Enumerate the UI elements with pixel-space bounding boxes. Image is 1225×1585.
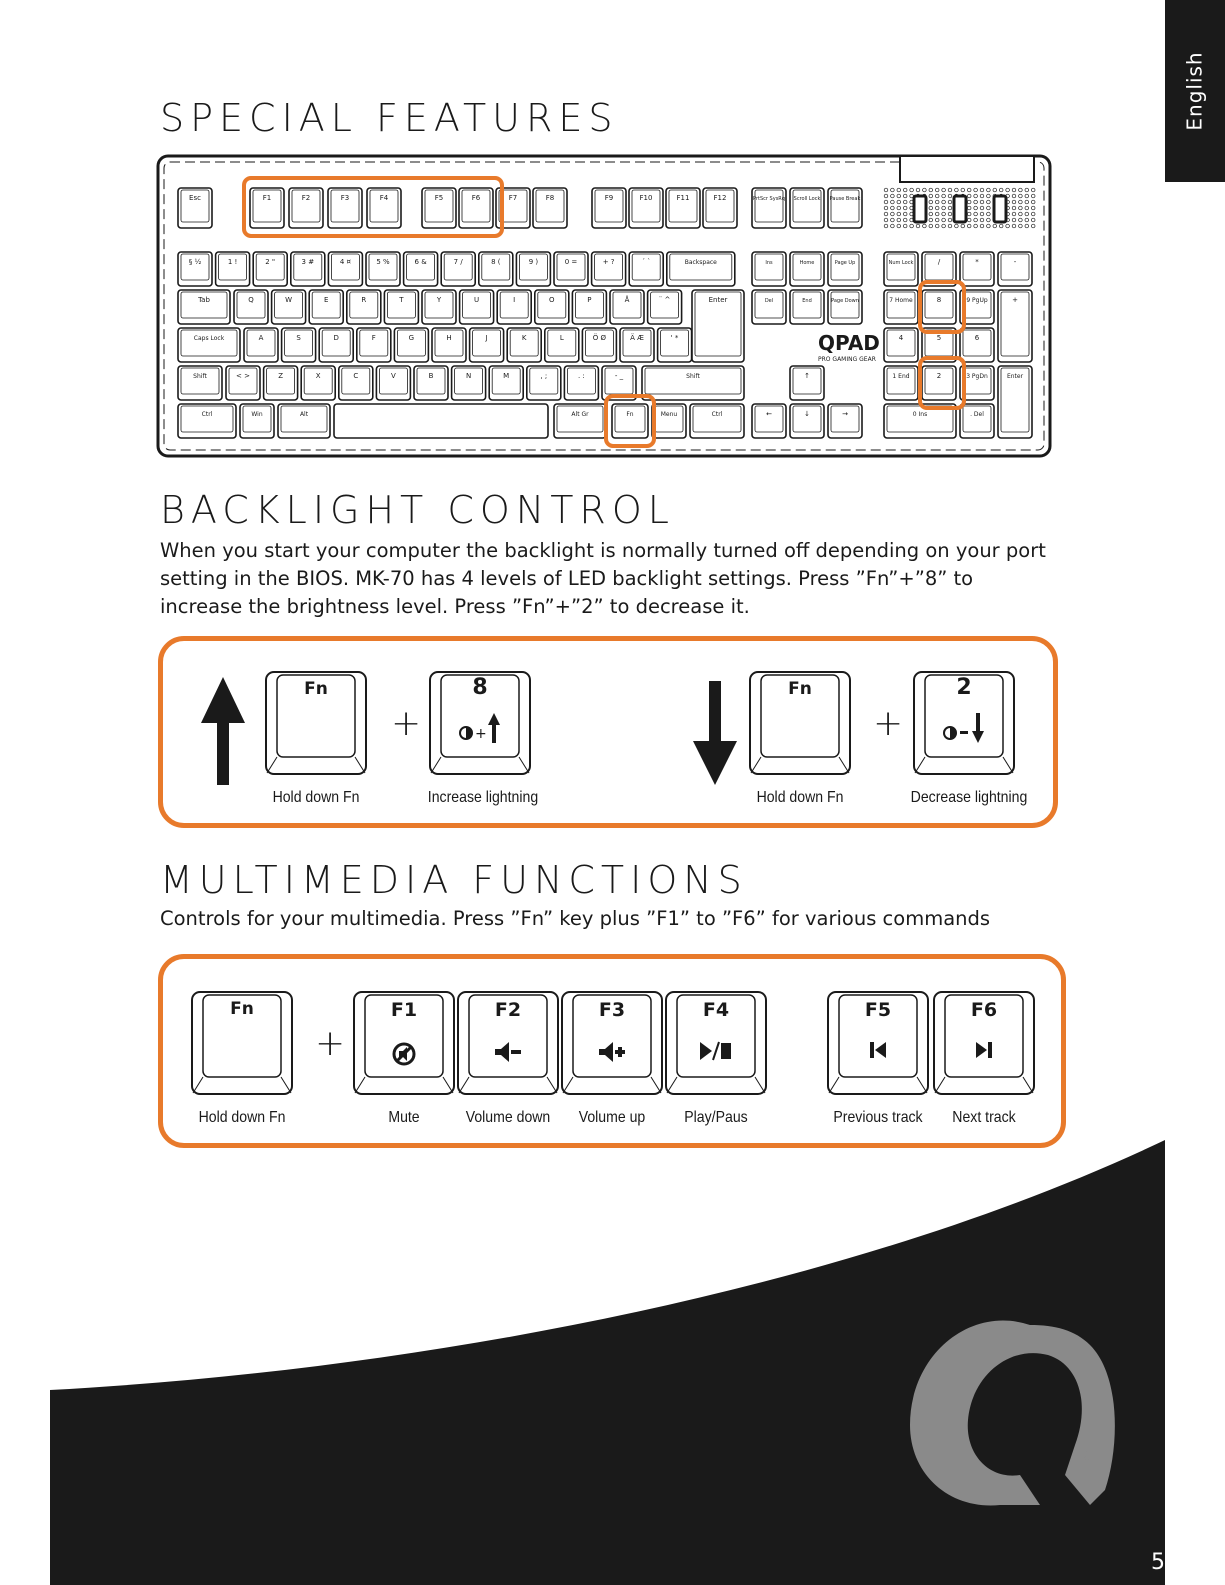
key-nav-top-1 [790,252,824,286]
hold-fn-caption-2: Hold down Fn [756,789,844,806]
key-h-11 [620,328,654,362]
key-q-6-label: Y [436,296,442,304]
key-f2-label: F2 [494,999,522,1021]
key-num-0 [178,252,212,286]
language-tab [1165,0,1225,182]
key-np-4-label: 4 [898,334,904,342]
key-f3 [561,991,663,1095]
key-h-5 [394,328,428,362]
key-arrow-0 [752,404,786,438]
key-num-8 [479,252,513,286]
key-sys-0 [752,188,786,228]
key-ctrl-r-label: Ctrl [711,411,723,418]
key-np-8 [922,290,956,324]
key-f11-label: F11 [676,194,690,202]
led-indicator-0 [914,196,926,222]
key-esc [178,188,212,228]
key-num-8-label: 8 ( [491,258,501,266]
backlight-description: When you start your computer the backlight is normally turned off depending on your port setting in the BIOS. MK-70 has 4 levels of LED backlight settings. Press ”Fn”+”8” to increase the brightness level. Press ”Fn”+”2” to decrease it. [160,539,1046,618]
fn-key-multimedia [191,991,293,1095]
key-h-8 [507,328,541,362]
key-np-7 [884,290,918,324]
key-arrow-1 [790,404,824,438]
key-np-dec [960,404,994,438]
key-s-8 [489,366,523,400]
key-s-7-label: N [465,372,472,380]
key-sys-0-label: PrtScr SysRq [753,196,785,202]
caption-f5: Previous track [833,1109,923,1126]
key-8 [429,671,531,775]
key-np-6 [960,328,994,362]
key-h-1 [244,328,278,362]
keyboard-illustration [156,154,1052,458]
keyboard-brand [818,331,880,363]
key-s-5 [376,366,410,400]
key-2 [913,671,1015,775]
key-np-2-label: 2 [936,372,942,380]
key-s-11-label: - _ [614,372,624,380]
key-f1-label: F1 [262,194,272,202]
key-num-10 [554,252,588,286]
key-f1 [353,991,455,1095]
key-h-12-label: ' * [670,334,679,342]
key-arrow-2 [828,404,862,438]
key-h-6 [432,328,466,362]
key-h-9-label: L [559,334,564,342]
caption-f4: Play/Paus [684,1109,748,1126]
key-f5 [827,991,929,1095]
key-nav-mid-0-label: Del [764,298,774,304]
key-shift-r-label: Shift [686,373,700,380]
key-f12-label: F12 [713,194,727,202]
key-h-12 [658,328,692,362]
key-num-4-label: 4 ¤ [339,258,351,266]
page-number: 5 [1151,1550,1165,1575]
key-h-2-label: S [296,334,301,342]
plus-sign-3: + [315,1023,346,1064]
backlight-panel [158,636,1058,828]
key-q-8-label: I [513,296,516,304]
key-q-8 [497,290,531,324]
key-nav-mid-1-label: End [802,298,812,304]
key-win [240,404,274,438]
key-np-5-label: 5 [936,334,942,342]
key-np-4 [884,328,918,362]
key-np-enter [998,366,1032,438]
key-h-2 [282,328,316,362]
key-h-6-label: H [446,334,452,342]
plus-sign-1: + [391,703,422,744]
key-h-10 [582,328,616,362]
key-q-10-label: P [587,296,592,304]
key-q-5 [384,290,418,324]
key-np-3-label: 3 PgDn [966,373,988,380]
key-nav-mid-2-label: Page Down [831,298,859,304]
key-sys-2-label: Pause Break [829,196,861,202]
key-num-11 [592,252,626,286]
key-sys-1 [790,188,824,228]
previous-track-icon [827,1041,929,1059]
key-menu [652,404,686,438]
key-menu-label: Menu [660,411,678,418]
key-f5-label: F5 [434,194,444,202]
key-np-1 [884,366,918,400]
key-arrow-2-label: → [842,410,848,418]
key-np-9-label: 9 PgUp [966,297,988,304]
key-h-5-label: G [408,334,415,342]
key-q-2-label: W [285,296,293,304]
key-q-2 [272,290,306,324]
key-esc-label: Esc [189,194,201,202]
key-np-div-label: / [937,258,941,266]
key-num-0-label: § ½ [188,258,202,266]
key-nav-top-1-label: Home [799,260,815,266]
keyboard-drawing [156,154,1052,458]
key-ctrl-l [178,404,236,438]
key-f4-label: F4 [702,999,730,1021]
key-np-sub-label: - [1013,258,1017,266]
key-s-7 [452,366,486,400]
key-q-9 [535,290,569,324]
key-sys-2 [828,188,862,228]
key-s-8-label: M [503,372,510,380]
key-np-mul-label: * [975,258,979,266]
key-s-4 [339,366,373,400]
key-s-4-label: C [353,372,359,380]
key-h-4 [357,328,391,362]
key-num-2 [253,252,287,286]
key-ctrl-l-label: Ctrl [201,411,213,418]
key-caps [178,328,240,362]
key-q-7 [460,290,494,324]
key-s-10 [564,366,598,400]
key-f6 [933,991,1035,1095]
key-num-2-label: 2 " [265,258,276,266]
key-q-3 [309,290,343,324]
key-num-6-label: 6 & [414,258,427,266]
key-f4-label: F4 [379,194,389,202]
caption-f2: Volume down [465,1109,551,1126]
key-space [334,404,548,438]
key-np-7-label: 7 Home [889,297,913,304]
key-np-mul [960,252,994,286]
multimedia-description: Controls for your multimedia. Press ”Fn” key plus ”F1” to ”F6” for various commands [160,907,991,930]
backlight-title: BACKLIGHT CONTROL [160,488,675,532]
key-nav-top-2-label: Page Up [834,260,856,266]
key-nav-mid-2 [828,290,862,324]
led-indicator-1 [954,196,966,222]
key-f10 [629,188,663,228]
key-altgr [554,404,606,438]
key-h-7 [470,328,504,362]
key-f1-label: F1 [390,999,418,1021]
key-q-11 [610,290,644,324]
key-ctrl-r [690,404,744,438]
volume-up-icon [561,1041,663,1063]
caption-f6: Next track [952,1109,1016,1126]
key-f9-label: F9 [604,194,614,202]
key-nav-top-2 [828,252,862,286]
key-s-1 [226,366,260,400]
multimedia-title: MULTIMEDIA FUNCTIONS [160,858,748,902]
key-s-9 [527,366,561,400]
key-shift-l [178,366,222,400]
key-s-3 [301,366,335,400]
brightness-up-icon [429,711,531,745]
key-f2-label: F2 [301,194,311,202]
volume-down-icon [457,1041,559,1063]
key-q-12 [648,290,682,324]
key-s-6-label: B [428,372,434,380]
key-num-11-label: + ? [602,258,615,266]
increase-caption: Increase lightning [427,789,539,806]
key-backspace-label: Backspace [684,259,717,266]
key-f3-label: F3 [340,194,350,202]
key-f6-label: F6 [970,999,998,1021]
key-q-12-label: ¨ ^ [658,296,671,304]
key-num-3-label: 3 # [301,258,315,266]
key-s-1-label: < > [236,372,250,380]
key-np-enter-label: Enter [1006,373,1024,380]
led-indicator-2 [994,196,1006,222]
key-f6 [459,188,493,228]
key-np-dec-label: . Del [970,411,984,418]
multimedia-panel [158,954,1066,1148]
key-h-8-label: K [521,334,527,342]
brand-sub-text: PRO GAMING GEAR [818,356,876,363]
key-caps-label: Caps Lock [193,335,225,342]
key-arrow-0-label: ← [766,410,772,418]
key-f7-label: F7 [508,194,518,202]
key-num-6 [404,252,438,286]
key-tab-label: Tab [198,296,210,304]
key-h-10-label: Ö Ø [592,334,607,342]
arrow-up-icon [201,677,245,785]
key-num-5-label: 5 % [376,258,390,266]
fn-key-decrease [749,671,851,775]
key-num-1-label: 1 ! [227,258,238,266]
key-np-sub [998,252,1032,286]
key-s-2-label: Z [278,372,283,380]
key-np-0-label: 0 Ins [912,411,928,418]
key-f4 [367,188,401,228]
key-f6-label: F6 [471,194,481,202]
key-np-6-label: 6 [974,334,980,342]
key-arrow-up-label: ↑ [804,372,810,380]
key-h-9 [545,328,579,362]
key-q-4-label: R [361,296,367,304]
key-num-12-label: ´ ` [641,258,651,266]
key-fn [612,404,648,438]
key-h-1-label: A [258,334,264,342]
key-q-9-label: O [549,296,555,304]
key-2-label: 2 [956,675,972,700]
brightness-down-icon [913,711,1015,745]
decrease-caption: Decrease lightning [910,789,1028,806]
key-h-3-label: D [333,334,339,342]
key-num-7 [441,252,475,286]
key-num-7-label: 7 / [453,258,463,266]
key-np-2 [922,366,956,400]
key-num-4 [328,252,362,286]
key-alt [278,404,330,438]
registered-mark: ® [1075,1447,1093,1468]
key-shift-r [642,366,744,400]
mute-icon [353,1041,455,1067]
hold-fn-caption-3: Hold down Fn [198,1109,286,1126]
key-q-7-label: U [474,296,480,304]
key-f3 [328,188,362,228]
key-q-10 [572,290,606,324]
key-num-12 [629,252,663,286]
key-np-add [998,290,1032,362]
key-num-10-label: 0 = [564,258,578,266]
fn-label-3: Fn [230,999,254,1019]
key-f8-label: F8 [545,194,555,202]
key-f3-label: F3 [598,999,626,1021]
key-tab [178,290,230,324]
key-q-4 [347,290,381,324]
key-nav-top-0 [752,252,786,286]
key-np-8-label: 8 [936,296,942,304]
key-numlock [884,252,918,286]
key-f11 [666,188,700,228]
language-label: English [1183,51,1207,131]
key-fn-label: Fn [626,411,634,418]
key-np-1-label: 1 End [892,373,910,380]
key-arrow-up [790,366,824,400]
key-f10-label: F10 [639,194,653,202]
key-s-10-label: . : [577,372,585,380]
key-s-3-label: X [315,372,321,380]
key-np-add-label: + [1012,296,1018,304]
key-f12 [703,188,737,228]
key-q-6 [422,290,456,324]
key-num-9 [516,252,550,286]
special-features-title: SPECIAL FEATURES [160,96,619,140]
key-altgr-label: Alt Gr [571,411,589,418]
key-h-3 [319,328,353,362]
key-q-1-label: Q [248,296,254,304]
next-track-icon [933,1041,1035,1059]
key-h-4-label: F [371,334,376,342]
play-pause-icon [665,1041,767,1061]
key-nav-top-0-label: Ins [765,260,773,266]
key-backspace [667,252,735,286]
brand-text: QPAD [818,331,880,355]
key-win-label: Win [251,411,263,418]
key-s-9-label: , ; [540,372,548,380]
key-q-1 [234,290,268,324]
key-nav-mid-0 [752,290,786,324]
key-arrow-1-label: ↓ [804,410,810,418]
key-f2 [457,991,559,1095]
key-shift-l-label: Shift [193,373,207,380]
key-f8 [533,188,567,228]
caption-f1: Mute [388,1109,420,1126]
key-num-9-label: 9 ) [528,258,539,266]
key-numlock-label: Num Lock [888,260,914,266]
key-enter [692,290,744,362]
hold-fn-caption-1: Hold down Fn [272,789,360,806]
key-s-5-label: V [391,372,396,380]
plus-sign-2: + [873,703,904,744]
key-f1 [250,188,284,228]
key-8-label: 8 [472,675,488,700]
svg-text:+: + [475,726,487,742]
key-f2 [289,188,323,228]
key-h-7-label: J [485,334,488,342]
key-f4 [665,991,767,1095]
key-num-3 [291,252,325,286]
fn-label-2: Fn [788,679,812,699]
key-h-11-label: Ä Æ [630,334,644,342]
key-alt-label: Alt [299,411,309,418]
fn-label: Fn [304,679,328,699]
caption-f3: Volume up [578,1109,646,1126]
key-num-1 [216,252,250,286]
key-nav-mid-1 [790,290,824,324]
key-f5-label: F5 [864,999,892,1021]
key-s-2 [264,366,298,400]
key-sys-1-label: Scroll Lock [793,196,821,202]
arrow-down-icon [693,681,737,785]
key-num-5 [366,252,400,286]
key-enter-label: Enter [708,296,728,304]
key-f9 [592,188,626,228]
footer-swoosh [0,1140,1225,1585]
key-f5 [422,188,456,228]
key-s-6 [414,366,448,400]
key-q-3-label: E [323,296,329,304]
key-q-11-label: Å [624,296,630,304]
key-q-5-label: T [399,296,404,304]
fn-key-increase [265,671,367,775]
